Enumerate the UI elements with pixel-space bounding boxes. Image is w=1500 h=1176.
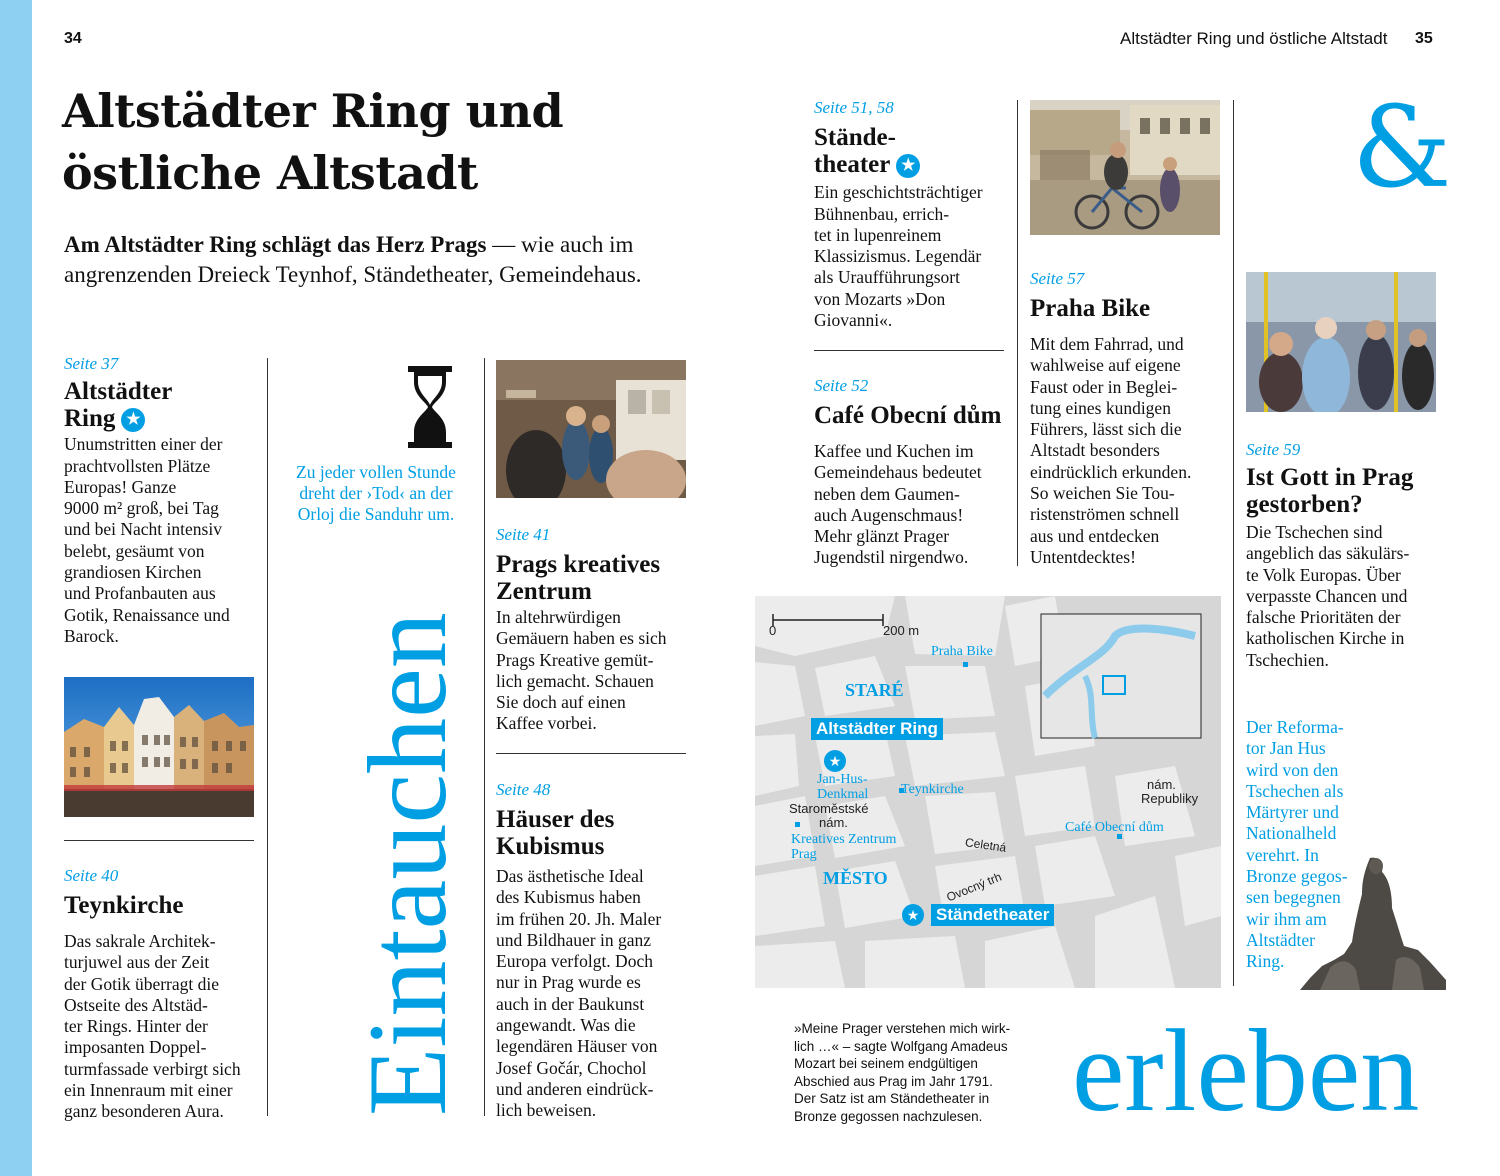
caption-line: sen begegnen [1246, 887, 1341, 908]
city-map[interactable] [755, 596, 1221, 988]
body-line: Gemäuern haben es sich [496, 628, 667, 649]
star-icon: ★ [896, 154, 920, 178]
divider [814, 350, 1004, 351]
caption-line: Orloj die Sanduhr um. [297, 504, 455, 524]
body-line: Mit dem Fahrrad, und [1030, 334, 1184, 354]
caption-line: Märtyrer und [1246, 802, 1339, 823]
ampersand: & [1352, 83, 1452, 213]
section-teynkirche [64, 866, 264, 1123]
body-line: 9000 m² groß, bei Tag [64, 498, 219, 519]
section-cafe [814, 376, 1024, 569]
caption-line: wird von den [1246, 759, 1339, 780]
body-line: ganz besonderen Aura. [64, 1101, 224, 1122]
body-line: grandiosen Kirchen [64, 562, 202, 583]
body-line: Die Tschechen sind [1246, 522, 1383, 542]
map-label-celetna: Celetná [964, 835, 1008, 855]
section-title [496, 806, 696, 860]
body-line: Ein geschichtsträchtiger [814, 182, 983, 203]
map-label-nam-republiky [1141, 778, 1198, 806]
caption-line: verehrt. In [1246, 844, 1319, 865]
section-staendetheater [814, 98, 1014, 331]
section-title-line-2: Zentrum [496, 578, 592, 605]
body-line: Mehr glänzt Prager [814, 526, 950, 547]
body-line: lich gemacht. Schauen [496, 670, 654, 691]
section-gott [1246, 440, 1456, 671]
map-label-staendetheater[interactable]: Ständetheater [931, 904, 1054, 926]
body-line: falsche Prioritäten der [1246, 607, 1401, 628]
body-line: turmfassade verbirgt sich [64, 1058, 241, 1079]
body-line: aus und entdecken [1030, 525, 1160, 546]
quote-line: Bronze gegossen nachzulesen. [794, 1108, 983, 1124]
section-body [64, 931, 264, 1123]
lead-rest-2: angrenzenden Dreieck Teynhof, Ständetheater, Gemeindehaus. [64, 262, 642, 287]
quote-line: Mozart bei seinem endgültigen [794, 1056, 978, 1071]
big-word-erleben: erleben [1072, 1005, 1420, 1136]
orloj-caption [276, 462, 476, 525]
photo-creative-center [496, 360, 686, 498]
body-line: verpasste Chancen und [1246, 585, 1408, 606]
body-line: und bei Nacht intensiv [64, 519, 222, 540]
column-rule [484, 358, 485, 1116]
body-line: Europas! Ganze [64, 476, 177, 497]
photo-old-town-square-graphic [64, 677, 254, 817]
body-line: Gotik, Renaissance und [64, 604, 230, 625]
photo-praha-bike-graphic [1030, 100, 1220, 235]
body-line: Kaffee und Kuchen im [814, 441, 974, 461]
column-rule [1233, 100, 1234, 986]
section-body [496, 866, 696, 1122]
section-page-ref: Seite 59 [1246, 440, 1301, 459]
body-line: In altehrwürdigen [496, 607, 621, 627]
section-title-line-2: Kubismus [496, 833, 605, 860]
body-line: des Kubismus haben [496, 887, 641, 908]
quote-line: Abschied aus Prag im Jahr 1791. [794, 1073, 993, 1089]
body-line: prachtvollsten Plätze [64, 455, 211, 476]
section-title-line-1: Häuser des [496, 806, 615, 833]
section-page-ref: Seite 52 [814, 376, 869, 395]
body-line: tet in lupenreinem [814, 224, 942, 245]
map-label-ovocny-trh: Ovocný trh [944, 869, 1004, 905]
map-label-cafe[interactable]: Café Obecní dům [1065, 820, 1164, 835]
map-label-line: Kreatives Zentrum [791, 832, 897, 847]
body-line: Jugendstil nirgendwo. [814, 547, 969, 568]
body-line: Altstadt besonders [1030, 440, 1160, 461]
body-line: Gemeindehaus bedeutet [814, 462, 982, 483]
body-line: Ostseite des Altstäd- [64, 994, 208, 1015]
body-line: Kaffee vorbei. [496, 713, 597, 734]
lead-paragraph [64, 230, 704, 290]
left-page-number: 34 [64, 30, 82, 47]
column-rule [1017, 100, 1018, 566]
page-title [62, 80, 563, 204]
map-label-kreatives[interactable] [791, 832, 896, 862]
body-line: Giovanni«. [814, 310, 893, 331]
photo-old-town-square [64, 677, 254, 817]
body-line: tung eines kundigen [1030, 397, 1171, 418]
divider [64, 840, 254, 841]
caption-line: Altstädter [1246, 929, 1316, 950]
photo-praha-bike [1030, 100, 1220, 235]
section-title-line-1: Stände- [814, 124, 896, 151]
body-line: der Gotik überragt die [64, 973, 220, 994]
section-page-ref: Seite 57 [1030, 269, 1085, 288]
map-label-teynkirche[interactable]: Teynkirche [901, 782, 964, 797]
body-line: nur in Prag wurde es [496, 972, 641, 993]
body-line: Prags Kreative gemüt- [496, 649, 654, 670]
map-label-staromestske [789, 802, 868, 830]
section-altstaedter-ring [64, 354, 264, 647]
body-line: ristenströmen schnell [1030, 504, 1180, 525]
section-body [64, 434, 264, 647]
body-line: So weichen Sie Tou- [1030, 483, 1175, 504]
section-title-line-1: Altstädter [64, 378, 173, 405]
map-label-line: Staroměstské [789, 801, 869, 816]
caption-line: wir ihm am [1246, 908, 1327, 929]
lead-bold: Am Altstädter Ring schlägt das Herz Prags [64, 232, 487, 257]
body-line: Untentdecktes! [1030, 546, 1136, 567]
section-title: Teynkirche [64, 892, 184, 919]
body-line: ein Innenraum mit einer [64, 1080, 233, 1101]
section-praha-bike [1030, 269, 1240, 568]
map-label-line: nám. [819, 815, 848, 830]
body-line: eindrücklich erkunden. [1030, 461, 1192, 482]
body-line: Klassizismus. Legendär [814, 246, 982, 267]
section-page-ref: Seite 37 [64, 354, 119, 373]
section-body [814, 441, 1024, 569]
body-line: angeblich das säkulärs- [1246, 543, 1410, 564]
section-title [814, 124, 1014, 178]
body-line: auch Augenschmaus! [814, 504, 964, 525]
section-page-ref: Seite 51, 58 [814, 98, 894, 117]
map-label-altstaedter-ring[interactable]: Altstädter Ring [811, 718, 943, 740]
page-title-line-1: Altstädter Ring und [62, 84, 564, 138]
caption-line: Zu jeder vollen Stunde [296, 462, 456, 482]
map-label-stare: STARÉ [845, 680, 904, 700]
photo-tram-madonna [1246, 272, 1436, 412]
lead-rest-1: — wie auch im [486, 232, 634, 257]
body-line: auch in der Baukunst [496, 993, 645, 1014]
vertical-word-eintauchen: Eintauchen [346, 612, 470, 1116]
section-body [1030, 334, 1240, 568]
section-body [814, 182, 1014, 331]
section-title-line-2: gestorben? [1246, 491, 1363, 518]
body-line: wahlweise auf eigene [1030, 355, 1181, 376]
body-line: lich beweisen. [496, 1100, 597, 1121]
divider [496, 753, 686, 754]
section-page-ref: Seite 41 [496, 525, 551, 544]
body-line: Barock. [64, 625, 119, 646]
body-line: Das sakrale Architek- [64, 931, 216, 951]
quote-line: Der Satz ist am Ständetheater in [794, 1091, 990, 1106]
section-title [1246, 464, 1456, 518]
star-icon: ★ [121, 408, 145, 432]
section-title [496, 551, 696, 605]
section-kubismus [496, 780, 696, 1122]
body-line: Faust oder in Beglei- [1030, 376, 1178, 397]
section-title-line-2: Ring [64, 405, 116, 432]
map-label-mesto: MĚSTO [823, 868, 888, 888]
caption-line: Nationalheld [1246, 823, 1337, 844]
section-title: Praha Bike [1030, 295, 1151, 322]
map-label-jan-hus[interactable] [817, 772, 868, 802]
body-line: Das ästhetische Ideal [496, 866, 644, 886]
section-body [496, 607, 696, 735]
body-line: Bühnenbau, errich- [814, 203, 950, 224]
photo-tram-madonna-graphic [1246, 272, 1436, 412]
map-label-line: Prag [791, 847, 817, 862]
page-edge-strip [0, 0, 32, 1176]
body-line: angewandt. Was die [496, 1015, 636, 1036]
body-line: im frühen 20. Jh. Maler [496, 908, 662, 929]
body-line: legendären Häuser von [496, 1036, 658, 1057]
mozart-quote [794, 1020, 1054, 1125]
map-label-line: Denkmal [817, 787, 869, 802]
body-line: turjuwel aus der Zeit [64, 952, 210, 973]
map-label-line: Republiky [1141, 791, 1199, 806]
body-line: Führers, lässt sich die [1030, 419, 1182, 440]
map-scale-200: 200 m [883, 623, 920, 638]
section-page-ref: Seite 48 [496, 780, 551, 799]
body-line: Europa verfolgt. Doch [496, 951, 653, 972]
body-line: te Volk Europas. Über [1246, 564, 1401, 585]
hourglass-icon [408, 366, 452, 448]
column-rule [267, 358, 268, 1116]
body-line: katholischen Kirche in [1246, 628, 1405, 649]
body-line: Tschechien. [1246, 649, 1329, 670]
body-line: von Mozarts »Don [814, 288, 946, 309]
body-line: belebt, gesäumt von [64, 540, 205, 561]
caption-line: tor Jan Hus [1246, 738, 1326, 759]
map-label-praha-bike[interactable]: Praha Bike [931, 644, 993, 659]
section-body [1246, 522, 1456, 671]
section-page-ref: Seite 40 [64, 866, 119, 885]
body-line: Josef Gočár, Chochol [496, 1057, 647, 1078]
section-title: Café Obecní dům [814, 402, 1002, 429]
section-title-line-1: Prags kreatives [496, 551, 661, 578]
section-title [64, 378, 264, 432]
svg-text:★: ★ [906, 908, 920, 924]
running-head: Altstädter Ring und östliche Altstadt [1120, 29, 1388, 48]
section-title-line-1: Ist Gott in Prag [1246, 464, 1414, 491]
caption-line: Bronze gegos- [1246, 866, 1348, 887]
section-kreatives-zentrum [496, 525, 696, 735]
caption-line: dreht der ›Tod‹ an der [299, 483, 453, 503]
body-line: neben dem Gaumen- [814, 483, 960, 504]
section-title-line-2: theater [814, 151, 891, 178]
body-line: und Bildhauer in ganz [496, 929, 652, 950]
body-line: ter Rings. Hinter der [64, 1016, 208, 1037]
caption-line: Ring. [1246, 951, 1285, 972]
quote-line: »Meine Prager verstehen mich wirk- [794, 1021, 1011, 1036]
body-line: imposanten Doppel- [64, 1037, 207, 1058]
photo-creative-center-graphic [496, 360, 686, 498]
body-line: und anderen eindrück- [496, 1078, 654, 1099]
map-label-line: Jan-Hus- [817, 772, 868, 787]
quote-line: lich …« – sagte Wolfgang Amadeus [794, 1038, 1008, 1054]
caption-line: Tschechen als [1246, 780, 1344, 801]
right-page-number: 35 [1415, 30, 1433, 47]
body-line: Unumstritten einer der [64, 434, 223, 455]
body-line: und Profanbauten aus [64, 583, 216, 604]
svg-text:★: ★ [828, 754, 842, 770]
body-line: Sie doch auf einen [496, 692, 626, 713]
caption-line: Der Reforma- [1246, 717, 1344, 737]
jan-hus-statue-image [1300, 850, 1446, 990]
body-line: als Uraufführungsort [814, 267, 960, 288]
page-title-line-2: östliche Altstadt [62, 146, 478, 200]
map-label-line: nám. [1147, 777, 1176, 792]
map-scale-zero: 0 [769, 623, 777, 638]
